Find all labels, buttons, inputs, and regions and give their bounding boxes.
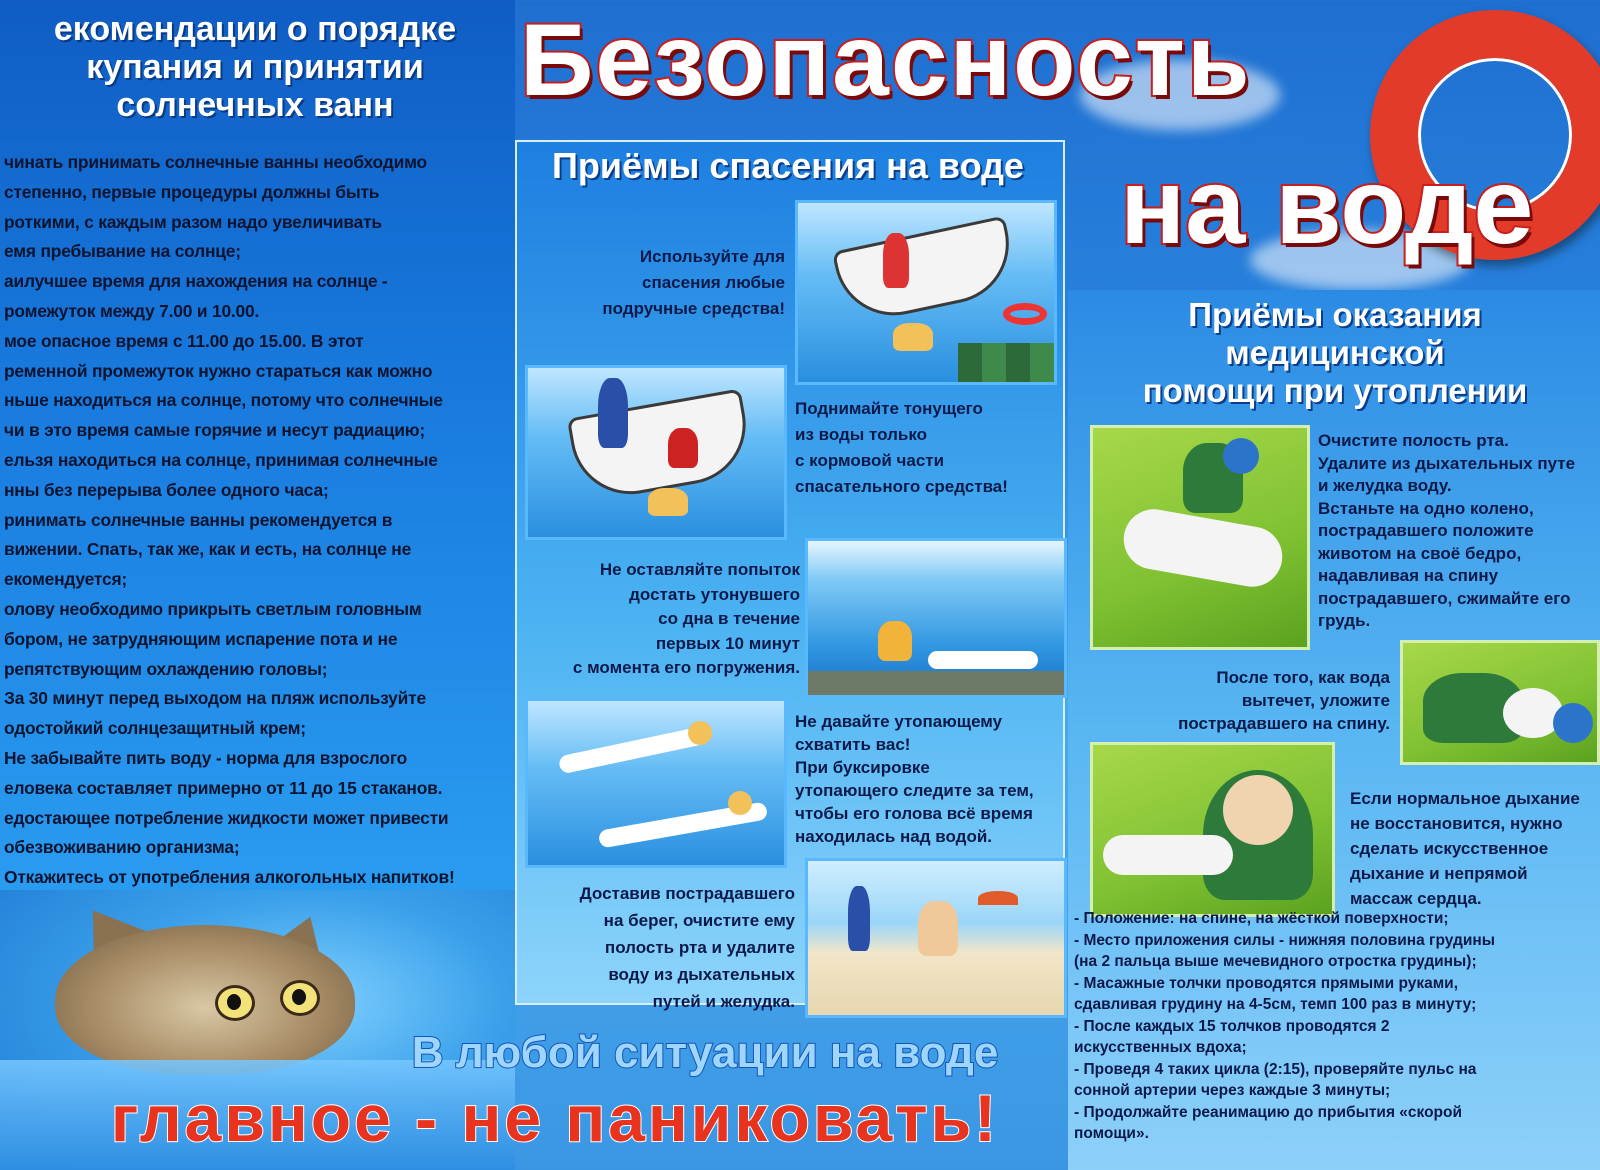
- main-title: Безопасность: [520, 3, 1252, 117]
- cpr-image: [1090, 742, 1335, 917]
- towing-image: [525, 698, 787, 868]
- cpr-line: (на 2 пальца выше мечевидного отростка грудины);: [1074, 953, 1477, 970]
- cpr-line: искусственных вдоха;: [1074, 1039, 1247, 1056]
- drain-water-image: [1090, 425, 1310, 650]
- rescue-title: Приёмы спасения на воде: [552, 145, 1024, 186]
- tip-line: с кормовой части: [795, 451, 945, 470]
- rescue-tip-5: [540, 880, 795, 1015]
- step-line: Удалите из дыхательных путе: [1318, 453, 1576, 473]
- tip-line: полость рта и удалите: [604, 938, 795, 957]
- cpr-line: помощи».: [1074, 1125, 1149, 1142]
- step-line: дыхание и непрямой: [1350, 864, 1528, 883]
- tip-line: на берег, очистите ему: [603, 911, 795, 930]
- rescue-tip-2: [795, 396, 1055, 500]
- step-line: не восстановится, нужно: [1350, 814, 1563, 833]
- step-line: Встаньте на одно колено,: [1318, 498, 1534, 518]
- recommendation-line: еловека составляет примерно от 11 до 15 стаканов.: [4, 777, 443, 798]
- lay-on-back-image: [1400, 640, 1600, 765]
- sunbathing-title: [0, 10, 510, 124]
- step-line: вытечет, уложите: [1241, 691, 1390, 710]
- rescue-tip-3: [520, 558, 800, 681]
- step-line: пострадавшего положите: [1318, 521, 1534, 540]
- step-line: сделать искусственное: [1350, 839, 1549, 858]
- sunbathing-title-line: солнечных ванн: [116, 86, 394, 124]
- recommendation-line: степенно, первые процедуры должны быть: [4, 181, 380, 202]
- recommendation-line: нны без перерыва более одного часа;: [4, 479, 329, 500]
- tip-line: путей и желудка.: [652, 992, 795, 1011]
- tip-line: подручные средства!: [602, 299, 785, 318]
- recommendation-line: екомендуется;: [4, 569, 128, 590]
- first-aid-step-1: [1318, 430, 1600, 633]
- recommendation-line: емя пребывание на солнце;: [4, 241, 241, 262]
- step-line: массаж сердца.: [1350, 889, 1482, 908]
- tip-line: утопающего следите за тем,: [795, 781, 1034, 800]
- first-aid-step-3: [1350, 786, 1600, 911]
- recommendation-line: За 30 минут перед выходом на пляж используйте: [4, 688, 426, 709]
- tip-line: Поднимайте тонущего: [795, 399, 983, 418]
- rescue-tip-1: [540, 244, 785, 322]
- recommendation-line: ньше находиться на солнце, потому что солнечные: [4, 390, 443, 411]
- recommendation-line: обезвоживанию организма;: [4, 837, 240, 858]
- recommendation-line: чи в это время самые горячие и несут радиацию;: [4, 420, 425, 441]
- beach-rescue-image: [805, 858, 1067, 1018]
- first-aid-title-line: медицинской: [1225, 334, 1445, 371]
- cpr-line: сонной артерии через каждые 3 минуты;: [1074, 1082, 1391, 1099]
- tip-line: спасения любые: [641, 273, 785, 292]
- tip-line: Доставив пострадавшего: [579, 884, 795, 903]
- recommendation-line: ельзя находиться на солнце, принимая солнечные: [4, 449, 438, 470]
- tip-line: находилась над водой.: [795, 827, 993, 846]
- cpr-line: сдавливая грудину на 4-5см, темп 100 раз в минуту;: [1074, 996, 1477, 1013]
- sunbathing-recommendations: [0, 148, 519, 893]
- cpr-line: - Положение: на спине, на жёсткой поверхности;: [1074, 910, 1449, 927]
- recommendation-line: Откажитесь от употребления алкогольных напитков!: [4, 867, 455, 888]
- slogan-line-2: главное - не паниковать!: [110, 1081, 1000, 1155]
- step-line: пострадавшего на спину.: [1178, 714, 1390, 733]
- first-aid-title-line: помощи при утоплении: [1142, 372, 1528, 409]
- step-line: Очистите полость рта.: [1318, 431, 1509, 450]
- first-aid-title: [1075, 296, 1595, 410]
- recommendation-line: едостающее потребление жидкости может привести: [4, 807, 449, 828]
- cpr-line: - Место приложения силы - нижняя половина грудины: [1074, 931, 1495, 949]
- cat-eye: [280, 980, 320, 1016]
- step-line: грудь.: [1318, 611, 1371, 630]
- tip-line: достать утонувшего: [629, 584, 800, 604]
- recommendation-line: мое опасное время с 11.00 до 15.00. В этот: [4, 330, 364, 351]
- first-aid-step-2: [1120, 666, 1390, 735]
- cpr-instructions: [1068, 908, 1600, 1145]
- cat-eye: [215, 985, 255, 1021]
- stern-rescue-image: [525, 365, 787, 540]
- recommendation-line: ременной промежуток нужно стараться как можно: [4, 360, 433, 381]
- step-line: Если нормальное дыхание: [1350, 789, 1580, 808]
- recommendation-line: чинать принимать солнечные ванны необходимо: [4, 152, 427, 172]
- recommendation-line: ромежуток между 7.00 и 10.00.: [4, 300, 260, 321]
- tip-line: чтобы его голова всё время: [795, 804, 1033, 823]
- tip-line: Не давайте утопающему: [795, 712, 1003, 731]
- step-line: надавливая на спину: [1318, 566, 1499, 585]
- step-line: пострадавшего, сжимайте его: [1318, 588, 1571, 608]
- tip-line: схватить вас!: [795, 735, 911, 754]
- tip-line: воду из дыхательных: [608, 965, 795, 984]
- first-aid-title-line: Приёмы оказания: [1188, 296, 1482, 333]
- sunbathing-title-line: купания и принятии: [86, 48, 424, 86]
- boat-rescue-image: [795, 200, 1057, 385]
- tip-line: спасательного средства!: [795, 477, 1008, 496]
- tip-line: При буксировке: [795, 758, 930, 777]
- recommendation-line: ринимать солнечные ванны рекомендуется в: [4, 509, 393, 530]
- recommendation-line: олову необходимо прикрыть светлым головным: [4, 598, 422, 619]
- step-line: животом на своё бедро,: [1318, 543, 1522, 563]
- recommendation-line: одостойкий солнцезащитный крем;: [4, 718, 306, 739]
- cpr-line: - Проведя 4 таких цикла (2:15), проверяйте пульс на: [1074, 1060, 1477, 1078]
- recommendation-line: аилучшее время для нахождения на солнце -: [4, 271, 388, 292]
- rescue-tip-4: [795, 710, 1070, 848]
- tip-line: Не оставляйте попыток: [599, 560, 800, 579]
- recommendation-line: репятствующим охлаждению головы;: [4, 658, 328, 679]
- recommendation-line: вижении. Спать, так же, как и есть, на солнце не: [4, 539, 412, 560]
- diver-search-image: [805, 538, 1067, 698]
- tip-line: со дна в течение: [658, 609, 800, 628]
- sunbathing-title-line: екомендации о порядке: [53, 10, 457, 48]
- recommendation-line: бором, не затрудняющим испарение пота и не: [4, 628, 398, 649]
- step-line: После того, как вода: [1216, 668, 1390, 687]
- recommendation-line: Не забывайте пить воду - норма для взрослого: [4, 747, 408, 768]
- cpr-line: - Масажные толчки проводятся прямыми руками,: [1074, 974, 1459, 992]
- step-line: и желудка воду.: [1318, 476, 1452, 495]
- tip-line: Используйте для: [639, 247, 785, 266]
- cpr-line: - После каждых 15 толчков проводятся 2: [1074, 1017, 1390, 1035]
- tip-line: первых 10 минут: [655, 633, 800, 653]
- slogan-line-1: В любой ситуации на воде: [411, 1028, 999, 1077]
- cpr-line: - Продолжайте реанимацию до прибытия «скорой: [1074, 1103, 1463, 1121]
- recommendation-line: роткими, с каждым разом надо увеличивать: [4, 211, 382, 232]
- tip-line: из воды только: [795, 425, 928, 444]
- main-title-line2: на воде: [1120, 145, 1534, 266]
- tip-line: с момента его погружения.: [572, 658, 800, 677]
